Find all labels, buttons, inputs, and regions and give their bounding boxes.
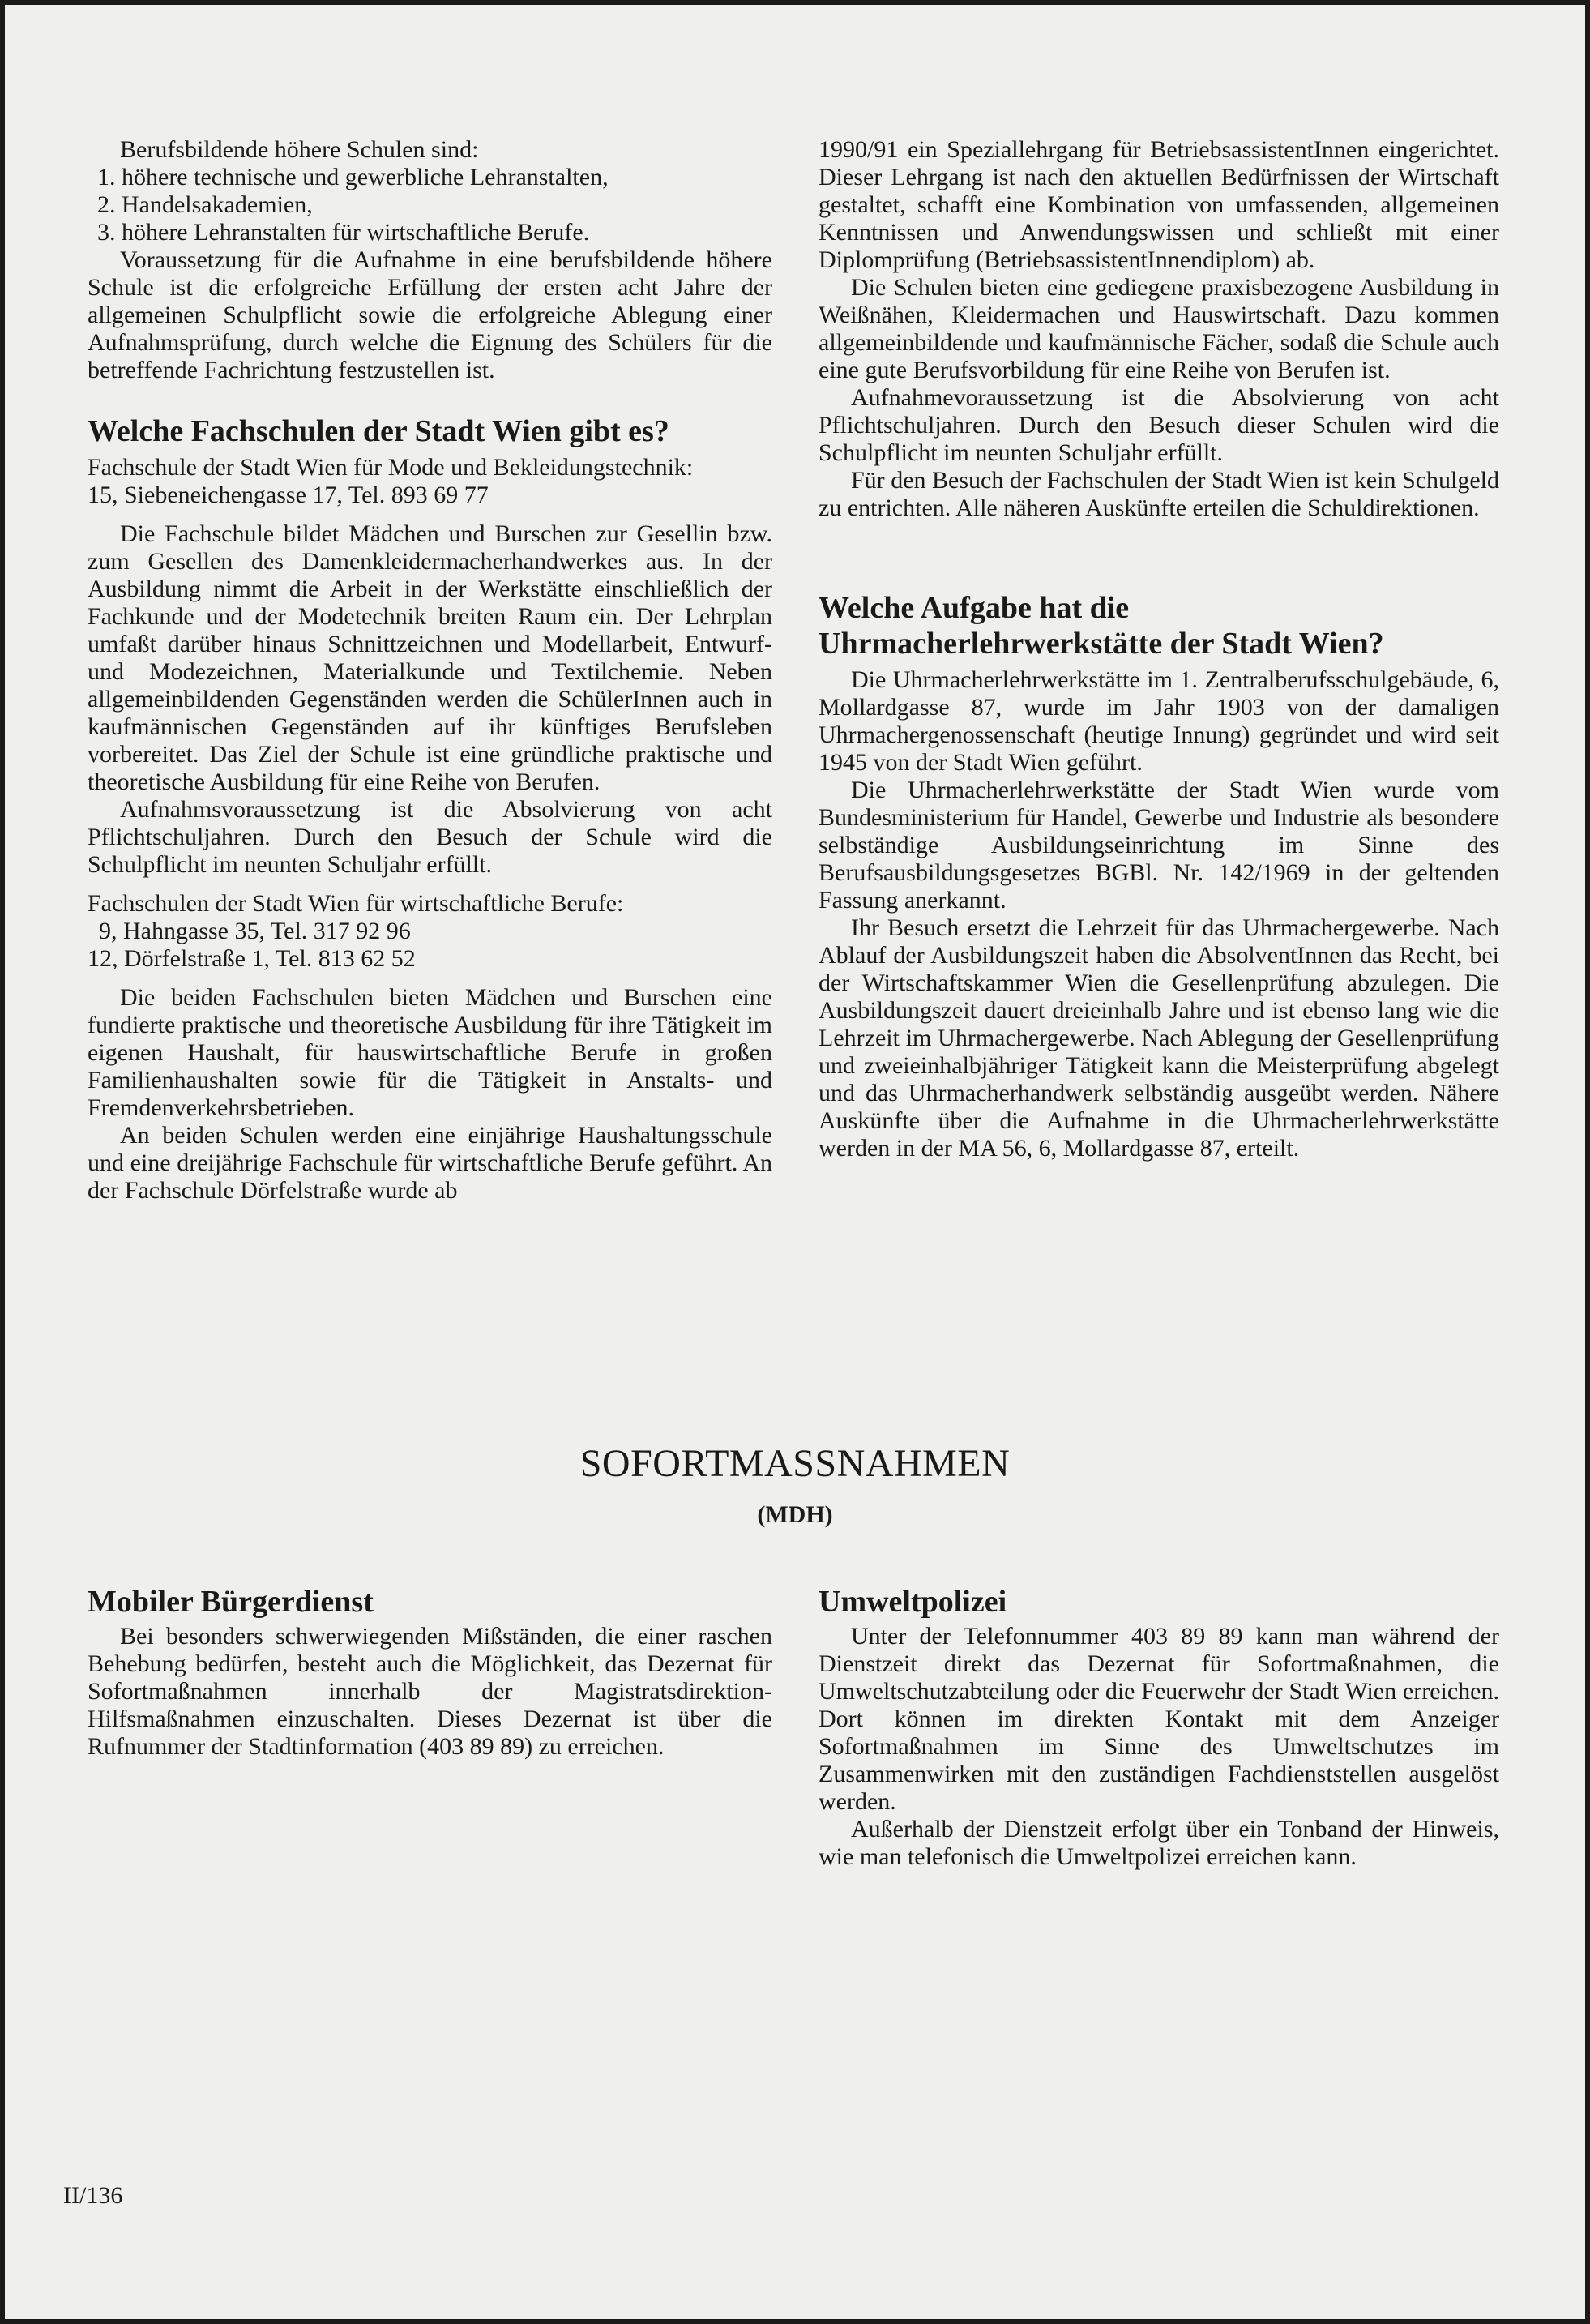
paragraph: 1990/91 ein Speziallehrgang für BetriebsassistentInnen eingerichtet. Dieser Lehrgang ist nach den aktuellen Bedürfnissen der Wirtschaft gestaltet, schafft eine Kombination von umfassenden, allgemeinen Kenntnissen und Anwendungswissen und schließt mit einer Diplomprüfung (BetriebsassistentInnendiplom) ab.: [819, 136, 1499, 273]
page-number: II/136: [63, 2182, 123, 2209]
paragraph: Die Schulen bieten eine gediegene praxisbezogene Ausbildung in Weißnähen, Kleidermachen und Hauswirtschaft. Dazu kommen allgemeinbildende und kaufmännische Fächer, sodaß die Schule auch eine gute Berufsvorbildung für eine Reihe von Berufen ist.: [819, 274, 1499, 383]
document-page: [5, 5, 1585, 2319]
school-name: Fachschule der Stadt Wien für Mode und Bekleidungstechnik:: [88, 454, 694, 481]
school-type-list: [88, 164, 772, 246]
paragraph: Bei besonders schwerwiegenden Mißständen, die einer raschen Behebung bedürfen, besteht auch die Möglichkeit, das Dezernat für Sofortmaßnahmen innerhalb der Magistratsdirektion-Hilfsmaßnahmen einzuschalten. Dieses Dezernat ist über die Rufnummer der Stadtinformation (403 89 89) zu erreichen.: [88, 1623, 772, 1760]
right-column-bottom: [819, 1584, 1499, 1871]
section-heading: Umweltpolizei: [819, 1585, 1007, 1619]
school-address: 9, Hahngasse 35, Tel. 317 92 96: [99, 918, 411, 944]
school-address: 15, Siebeneichengasse 17, Tel. 893 69 77: [88, 481, 489, 508]
paragraph: Außerhalb der Dienstzeit erfolgt über ein Tonband der Hinweis, wie man telefonisch die Umweltpolizei erreichen kann.: [819, 1816, 1499, 1870]
intro-text: Berufsbildende höhere Schulen sind:: [120, 136, 479, 163]
left-column-bottom: [88, 1584, 772, 1761]
paragraph: Die Uhrmacherlehrwerkstätte der Stadt Wien wurde vom Bundesministerium für Handel, Gewerbe und Industrie als besondere selbständige Ausbildungseinrichtung im Sinne des Berufsausbildungsgesetzes BGBl. Nr. 142/1969 in der geltenden Fassung anerkannt.: [819, 777, 1499, 914]
paragraph: An beiden Schulen werden eine einjährige Haushaltungsschule und eine dreijährige Fachschule für wirtschaftliche Berufe geführt. An der Fachschule Dörfelstraße wurde ab: [88, 1122, 772, 1204]
paragraph: Die beiden Fachschulen bieten Mädchen und Burschen eine fundierte praktische und theoretische Ausbildung für ihre Tätigkeit im eigenen Haushalt, für hauswirtschaftliche Berufe in großen Familienhaushalten sowie für die Tätigkeit in Anstalts- und Fremdenverkehrsbetrieben.: [88, 984, 772, 1121]
list-item: 3. höhere Lehranstalten für wirtschaftliche Berufe.: [97, 219, 590, 246]
paragraph: Aufnahmevoraussetzung ist die Absolvierung von acht Pflichtschuljahren. Durch den Besuch dieser Schulen wird die Schulpflicht im neunten Schuljahr erfüllt.: [819, 384, 1499, 466]
section-title: SOFORTMASSNAHMEN: [579, 1442, 1011, 1485]
paragraph: Die Fachschule bildet Mädchen und Burschen zur Gesellin bzw. zum Gesellen des Damenkleidermacherhandwerkes aus. In der Ausbildung nimmt die Arbeit in der Werkstätte einschließlich der Fachkunde und der Modetechnik breiten Raum ein. Der Lehrplan umfaßt darüber hinaus Schnittzeichnen und Modellarbeit, Entwurf- und Modezeichnen, Materialkunde und Textilchemie. Neben allgemeinbildenden Gegenständen werden die SchülerInnen auch in kaufmännischen Gegenständen auf ihr künftiges Berufsleben vorbereitet. Das Ziel der Schule ist eine gründliche praktische und theoretische Ausbildung für eine Reihe von Berufen.: [88, 520, 772, 795]
list-item: 1. höhere technische und gewerbliche Lehranstalten,: [97, 164, 609, 190]
list-item: 2. Handelsakademien,: [97, 191, 313, 218]
paragraph: Die Uhrmacherlehrwerkstätte im 1. Zentralberufsschulgebäude, 6, Mollardgasse 87, wurde im Jahr 1903 von der damaligen Uhrmachergenossenschaft (heutige Innung) gegründet und wird seit 1945 von der Stadt Wien geführt.: [819, 666, 1499, 776]
paragraph: Voraussetzung für die Aufnahme in eine berufsbildende höhere Schule ist die erfolgreiche Erfüllung der ersten acht Jahre der allgemeinen Schulpflicht sowie die erfolgreiche Ablegung einer Aufnahmsprüfung, durch welche die Eignung des Schülers für die betreffende Fachrichtung festzustellen ist.: [88, 246, 772, 383]
left-column-top: [88, 136, 772, 1205]
section-heading: Welche Aufgabe hat die: [819, 591, 1130, 625]
school-name: Fachschulen der Stadt Wien für wirtschaftliche Berufe:: [88, 890, 624, 917]
paragraph: Unter der Telefonnummer 403 89 89 kann man während der Dienstzeit direkt das Dezernat für Sofortmaßnahmen, die Umweltschutzabteilung oder die Feuerwehr der Stadt Wien erreichen. Dort können im direkten Kontakt mit dem Anzeiger Sofortmaßnahmen im Sinne des Umweltschutzes im Zusammenwirken mit den zuständigen Fachdienststellen ausgelöst werden.: [819, 1623, 1499, 1815]
section-heading: Mobiler Bürgerdienst: [88, 1585, 374, 1619]
paragraph: Ihr Besuch ersetzt die Lehrzeit für das Uhrmachergewerbe. Nach Ablauf der Ausbildungszeit haben die AbsolventInnen das Recht, bei der Wirtschaftskammer Wien die Gesellenprüfung abzulegen. Die Ausbildungszeit dauert dreieinhalb Jahre und ist ebenso lang wie die Lehrzeit im Uhrmachergewerbe. Nach Ablegung der Gesellenprüfung und zweieinhalbjähriger Tätigkeit kann die Meisterprüfung abgelegt und das Uhrmacherhandwerk selbständig ausgeübt werden. Nähere Auskünfte über die Aufnahme in die Uhrmacherlehrwerkstätte werden in der MA 56, 6, Mollardgasse 87, erteilt.: [819, 914, 1499, 1162]
paragraph: Aufnahmsvoraussetzung ist die Absolvierung von acht Pflichtschuljahren. Durch den Besuch der Schule wird die Schulpflicht im neunten Schuljahr erfüllt.: [88, 796, 772, 878]
section-heading: Uhrmacherlehrwerkstätte der Stadt Wien?: [819, 627, 1384, 661]
right-column-top: [819, 136, 1499, 1162]
school-address: 12, Dörfelstraße 1, Tel. 813 62 52: [88, 945, 416, 972]
section-heading: Welche Fachschulen der Stadt Wien gibt es?: [88, 414, 669, 448]
paragraph: Für den Besuch der Fachschulen der Stadt Wien ist kein Schulgeld zu entrichten. Alle näheren Auskünfte erteilen die Schuldirektionen.: [819, 467, 1499, 521]
section-subtitle: (MDH): [757, 1501, 833, 1528]
